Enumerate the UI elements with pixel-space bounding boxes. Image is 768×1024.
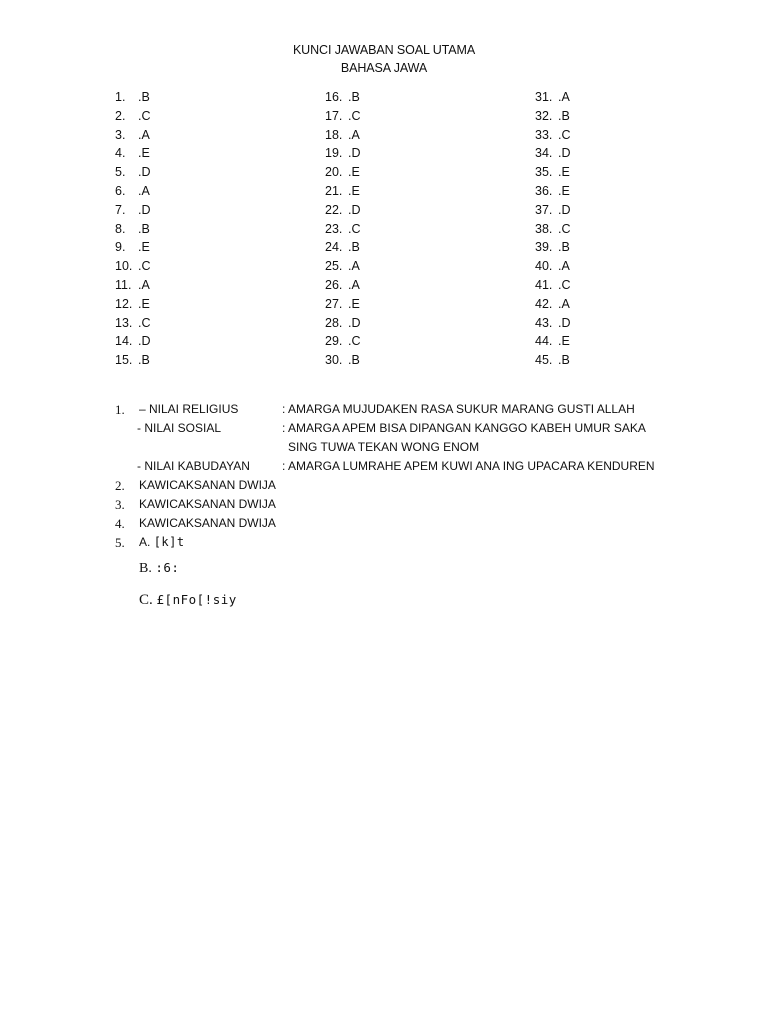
answer-row xyxy=(115,182,151,201)
answer-choice: .C xyxy=(138,315,151,330)
answer-number: 24. xyxy=(325,240,343,255)
answer-choice: .D xyxy=(558,315,571,330)
answer-number: 11. xyxy=(115,277,132,292)
answer-choice: .C xyxy=(348,221,361,236)
answer-number: 9. xyxy=(115,240,126,255)
essay-item-1 xyxy=(115,400,755,419)
answer-choice: .B xyxy=(558,353,570,368)
answer-number: 19. xyxy=(325,146,343,161)
value-label-kabudayan: - NILAI KABUDAYAN xyxy=(137,459,250,473)
answer-row xyxy=(535,314,571,333)
value-reason-sosial-continued: SING TUWA TEKAN WONG ENOM xyxy=(288,440,480,454)
answer-row xyxy=(535,201,571,220)
document-title: KUNCI JAWABAN SOAL UTAMA xyxy=(292,43,476,57)
answer-row xyxy=(535,238,571,257)
essay-answer-text: KAWICAKSANAN DWIJA xyxy=(139,516,276,530)
javanese-answer-a xyxy=(139,533,185,552)
answer-choice: .B xyxy=(558,108,570,123)
answer-number: 40. xyxy=(535,259,553,274)
javanese-answer-a-label: A. xyxy=(139,535,151,549)
essay-answers xyxy=(115,400,755,616)
answer-number: 15. xyxy=(115,353,133,368)
answer-choice: .D xyxy=(138,165,151,180)
value-reason-sosial: : AMARGA APEM BISA DIPANGAN KANGGO KABEH UMUR SAKA xyxy=(282,421,646,435)
answer-row xyxy=(535,351,571,370)
answer-number: 16. xyxy=(325,90,343,104)
essay-number: 5. xyxy=(115,535,125,550)
essay-item-5c xyxy=(115,584,755,616)
answer-choice: .E xyxy=(138,240,150,255)
answer-column-1 xyxy=(115,88,151,370)
answer-number: 42. xyxy=(535,296,553,311)
answer-choice: .C xyxy=(558,127,571,142)
answer-row xyxy=(535,88,571,107)
answer-choice: .A xyxy=(138,127,150,142)
answer-number: 1. xyxy=(115,90,126,104)
answer-row xyxy=(115,144,151,163)
answer-row xyxy=(325,351,361,370)
essay-number: 2. xyxy=(115,478,125,493)
answer-row xyxy=(325,201,361,220)
answer-choice: .B xyxy=(348,353,360,368)
answer-choice: .D xyxy=(348,146,361,161)
answer-row xyxy=(325,107,361,126)
answer-row xyxy=(115,314,151,333)
answer-choice: .E xyxy=(138,146,150,161)
essay-item-5b xyxy=(115,552,755,584)
answer-number: 30. xyxy=(325,353,343,368)
answer-choice: .D xyxy=(348,202,361,217)
answer-choice: .B xyxy=(558,240,570,255)
answer-choice: .E xyxy=(348,165,360,180)
answer-number: 12. xyxy=(115,296,133,311)
answer-choice: .B xyxy=(138,353,150,368)
answer-number: 6. xyxy=(115,183,126,198)
answer-choice: .C xyxy=(348,334,361,349)
answer-choice: .E xyxy=(558,334,570,349)
answer-number: 7. xyxy=(115,202,126,217)
answer-choice: .C xyxy=(138,108,151,123)
answer-choice: .A xyxy=(558,296,570,311)
answer-choice: .A xyxy=(138,183,150,198)
answer-number: 4. xyxy=(115,146,126,161)
answer-row xyxy=(115,220,151,239)
answer-row xyxy=(325,220,361,239)
answer-choice: .A xyxy=(138,277,150,292)
answer-choice: .D xyxy=(558,146,571,161)
answer-row xyxy=(535,107,571,126)
javanese-answer-a-value: [k]t xyxy=(153,535,185,549)
answer-number: 23. xyxy=(325,221,343,236)
answer-row xyxy=(115,238,151,257)
answer-choice: .D xyxy=(138,202,151,217)
answer-column-3 xyxy=(535,88,571,370)
answer-number: 18. xyxy=(325,127,343,142)
answer-number: 10. xyxy=(115,259,133,274)
javanese-answer-b xyxy=(139,552,179,585)
essay-item-1-sosial xyxy=(115,419,755,438)
essay-item-4 xyxy=(115,514,755,533)
answer-row xyxy=(115,257,151,276)
answer-choice: .B xyxy=(138,90,150,104)
answer-number: 45. xyxy=(535,353,553,368)
answer-row xyxy=(325,295,361,314)
essay-item-3 xyxy=(115,495,755,514)
answer-number: 27. xyxy=(325,296,343,311)
answer-row xyxy=(325,257,361,276)
value-label-sosial: - NILAI SOSIAL xyxy=(137,421,222,435)
answer-choice: .B xyxy=(348,240,360,255)
answer-number: 22. xyxy=(325,202,343,217)
answer-number: 25. xyxy=(325,259,343,274)
answer-row xyxy=(535,220,571,239)
answer-row xyxy=(115,201,151,220)
answer-row xyxy=(325,314,361,333)
answer-choice: .E xyxy=(348,183,360,198)
answer-row xyxy=(535,144,571,163)
answer-choice: .E xyxy=(138,296,150,311)
answer-number: 32. xyxy=(535,108,553,123)
answer-row xyxy=(535,163,571,182)
answer-number: 31. xyxy=(535,90,553,104)
answer-number: 21. xyxy=(325,183,343,198)
answer-choice: .C xyxy=(138,259,151,274)
answer-number: 43. xyxy=(535,315,553,330)
answer-choice: .A xyxy=(558,259,570,274)
answer-number: 44. xyxy=(535,334,553,349)
answer-number: 5. xyxy=(115,165,126,180)
answer-choice: .E xyxy=(558,183,570,198)
essay-answer-text: KAWICAKSANAN DWIJA xyxy=(139,497,276,511)
answer-row xyxy=(535,182,571,201)
answer-number: 13. xyxy=(115,315,133,330)
answer-row xyxy=(325,182,361,201)
answer-row xyxy=(325,238,361,257)
answer-number: 26. xyxy=(325,277,343,292)
answer-choice: .A xyxy=(348,259,360,274)
answer-number: 28. xyxy=(325,315,343,330)
answer-number: 41. xyxy=(535,277,553,292)
essay-answer-text: KAWICAKSANAN DWIJA xyxy=(139,478,276,492)
answer-number: 2. xyxy=(115,108,126,123)
answer-number: 38. xyxy=(535,221,553,236)
essay-number: 4. xyxy=(115,516,125,531)
answer-row xyxy=(535,295,571,314)
essay-item-5 xyxy=(115,533,755,552)
answer-row xyxy=(325,332,361,351)
document-subtitle: BAHASA JAWA xyxy=(340,61,428,75)
answer-row xyxy=(115,107,151,126)
answer-column-2 xyxy=(325,88,361,370)
answer-number: 39. xyxy=(535,240,553,255)
essay-number: 3. xyxy=(115,497,125,512)
answer-number: 36. xyxy=(535,183,553,198)
answer-row xyxy=(325,144,361,163)
answer-choice: .C xyxy=(558,277,571,292)
essay-item-1-kabudayan xyxy=(115,457,755,476)
answer-number: 20. xyxy=(325,165,343,180)
answer-row xyxy=(535,332,571,351)
essay-item-2 xyxy=(115,476,755,495)
answer-number: 17. xyxy=(325,108,343,123)
answer-choice: .D xyxy=(558,202,571,217)
answer-choice: .D xyxy=(138,334,151,349)
answer-choice: .C xyxy=(558,221,571,236)
answer-row xyxy=(115,88,151,107)
javanese-answer-b-label: B. xyxy=(139,561,152,576)
value-reason-kabudayan: : AMARGA LUMRAHE APEM KUWI ANA ING UPACARA KENDUREN xyxy=(282,459,655,473)
answer-row xyxy=(115,126,151,145)
answer-row xyxy=(325,276,361,295)
answer-row xyxy=(325,126,361,145)
answer-choice: .C xyxy=(348,108,361,123)
answer-number: 3. xyxy=(115,127,126,142)
answer-choice: .A xyxy=(348,127,360,142)
answer-row xyxy=(535,126,571,145)
javanese-answer-b-value: :6: xyxy=(155,560,180,575)
answer-row xyxy=(325,163,361,182)
answer-number: 8. xyxy=(115,221,126,236)
javanese-answer-c xyxy=(139,584,237,616)
answer-number: 34. xyxy=(535,146,553,161)
answer-row xyxy=(115,332,151,351)
answer-choice: .B xyxy=(138,221,150,236)
answer-number: 33. xyxy=(535,127,553,142)
answer-number: 35. xyxy=(535,165,553,180)
javanese-answer-c-label: C. xyxy=(139,592,153,608)
answer-row xyxy=(115,163,151,182)
answer-choice: .A xyxy=(348,277,360,292)
javanese-answer-c-value: £[nFo[!siy xyxy=(156,592,237,607)
answer-row xyxy=(115,351,151,370)
answer-row xyxy=(325,88,361,107)
answer-number: 37. xyxy=(535,202,553,217)
answer-choice: .B xyxy=(348,90,360,104)
answer-choice: .E xyxy=(348,296,360,311)
answer-row xyxy=(535,276,571,295)
answer-row xyxy=(115,276,151,295)
essay-item-1-sosial-cont xyxy=(115,438,755,457)
value-reason-religius: : AMARGA MUJUDAKEN RASA SUKUR MARANG GUSTI ALLAH xyxy=(282,402,635,416)
essay-number: 1. xyxy=(115,402,125,417)
answer-number: 14. xyxy=(115,334,133,349)
answer-row xyxy=(115,295,151,314)
answer-choice: .E xyxy=(558,165,570,180)
answer-choice: .A xyxy=(558,90,570,104)
value-label-religius: – NILAI RELIGIUS xyxy=(139,402,239,416)
answer-number: 29. xyxy=(325,334,343,349)
answer-row xyxy=(535,257,571,276)
answer-choice: .D xyxy=(348,315,361,330)
